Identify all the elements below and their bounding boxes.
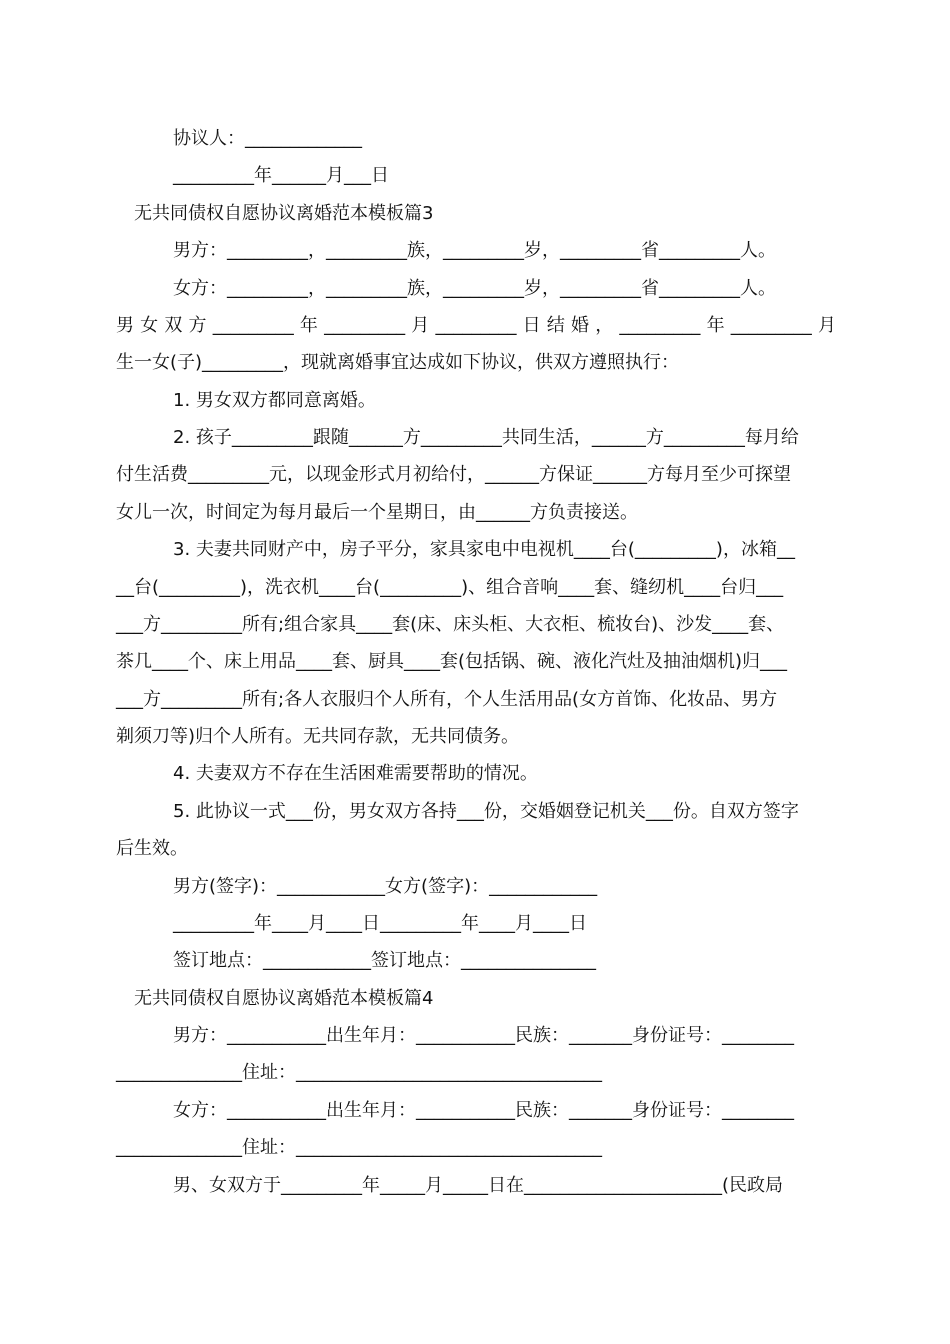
signature-date-line: _________年____月____日_________年____月____日 [173, 913, 587, 934]
clause-3-line: __台(_________)，洗衣机____台(_________)、组合音响____套、缝纫机____台归___ [116, 577, 784, 598]
male-address-line: ______________住址：__________________________________ [116, 1062, 602, 1083]
clause-3-line: ___方_________所有;组合家具____套(床、床头柜、大衣柜、梳妆台)、沙发____套、 [116, 614, 785, 635]
signatory-line: 协议人：_____________ [173, 128, 362, 149]
clause-2-line: 2. 孩子_________跟随______方_________共同生活，______方_________每月给 [173, 427, 799, 448]
female-info-line: 女方：___________出生年月：___________民族：_______身份证号：________ [173, 1100, 794, 1121]
signature-line: 男方(签字)：____________女方(签字)：____________ [173, 876, 598, 897]
female-party-line: 女方：_________，_________族，_________岁，_________省_________人。 [173, 278, 776, 299]
clause-5-line: 后生效。 [116, 838, 188, 859]
clause-2-line: 付生活费_________元，以现金形式月初给付，______方保证______方每月至少可探望 [116, 464, 791, 485]
clause-4: 4. 夫妻双方不存在生活困难需要帮助的情况。 [173, 763, 538, 784]
section-heading-3: 无共同债权自愿协议离婚范本模板篇3 [134, 203, 434, 224]
date-line: _________年______月___日 [173, 165, 389, 186]
male-party-line: 男方：_________，_________族，_________岁，_________省_________人。 [173, 240, 776, 261]
signing-place-line: 签订地点：____________签订地点：_______________ [173, 950, 596, 971]
paragraph-line: 男女双方_________年_________月_________日结婚，_________年_________月 [116, 315, 836, 336]
clause-1: 1. 男女双方都同意离婚。 [173, 390, 376, 411]
paragraph-line: 生一女(子)_________，现就离婚事宜达成如下协议，供双方遵照执行： [116, 352, 680, 373]
clause-2-line: 女儿一次，时间定为每月最后一个星期日，由______方负责接送。 [116, 502, 638, 523]
registration-line: 男、女双方于_________年_____月_____日在______________________(民政局 [173, 1175, 784, 1196]
clause-3-line: ___方_________所有;各人衣服归个人所有，个人生活用品(女方首饰、化妆品、男方 [116, 689, 778, 710]
clause-3-line: 茶几____个、床上用品____套、厨具____套(包括锅、碗、液化汽灶及抽油烟机)归___ [116, 651, 788, 672]
male-info-line: 男方：___________出生年月：___________民族：_______身份证号：________ [173, 1025, 794, 1046]
clause-3-line: 剃须刀等)归个人所有。无共同存款，无共同债务。 [116, 726, 520, 747]
section-heading-4: 无共同债权自愿协议离婚范本模板篇4 [134, 988, 434, 1009]
clause-5-line: 5. 此协议一式___份，男女双方各持___份，交婚姻登记机关___份。自双方签字 [173, 801, 799, 822]
clause-3-line: 3. 夫妻共同财产中，房子平分，家具家电中电视机____台(_________)，冰箱__ [173, 539, 795, 560]
female-address-line: ______________住址：__________________________________ [116, 1137, 602, 1158]
